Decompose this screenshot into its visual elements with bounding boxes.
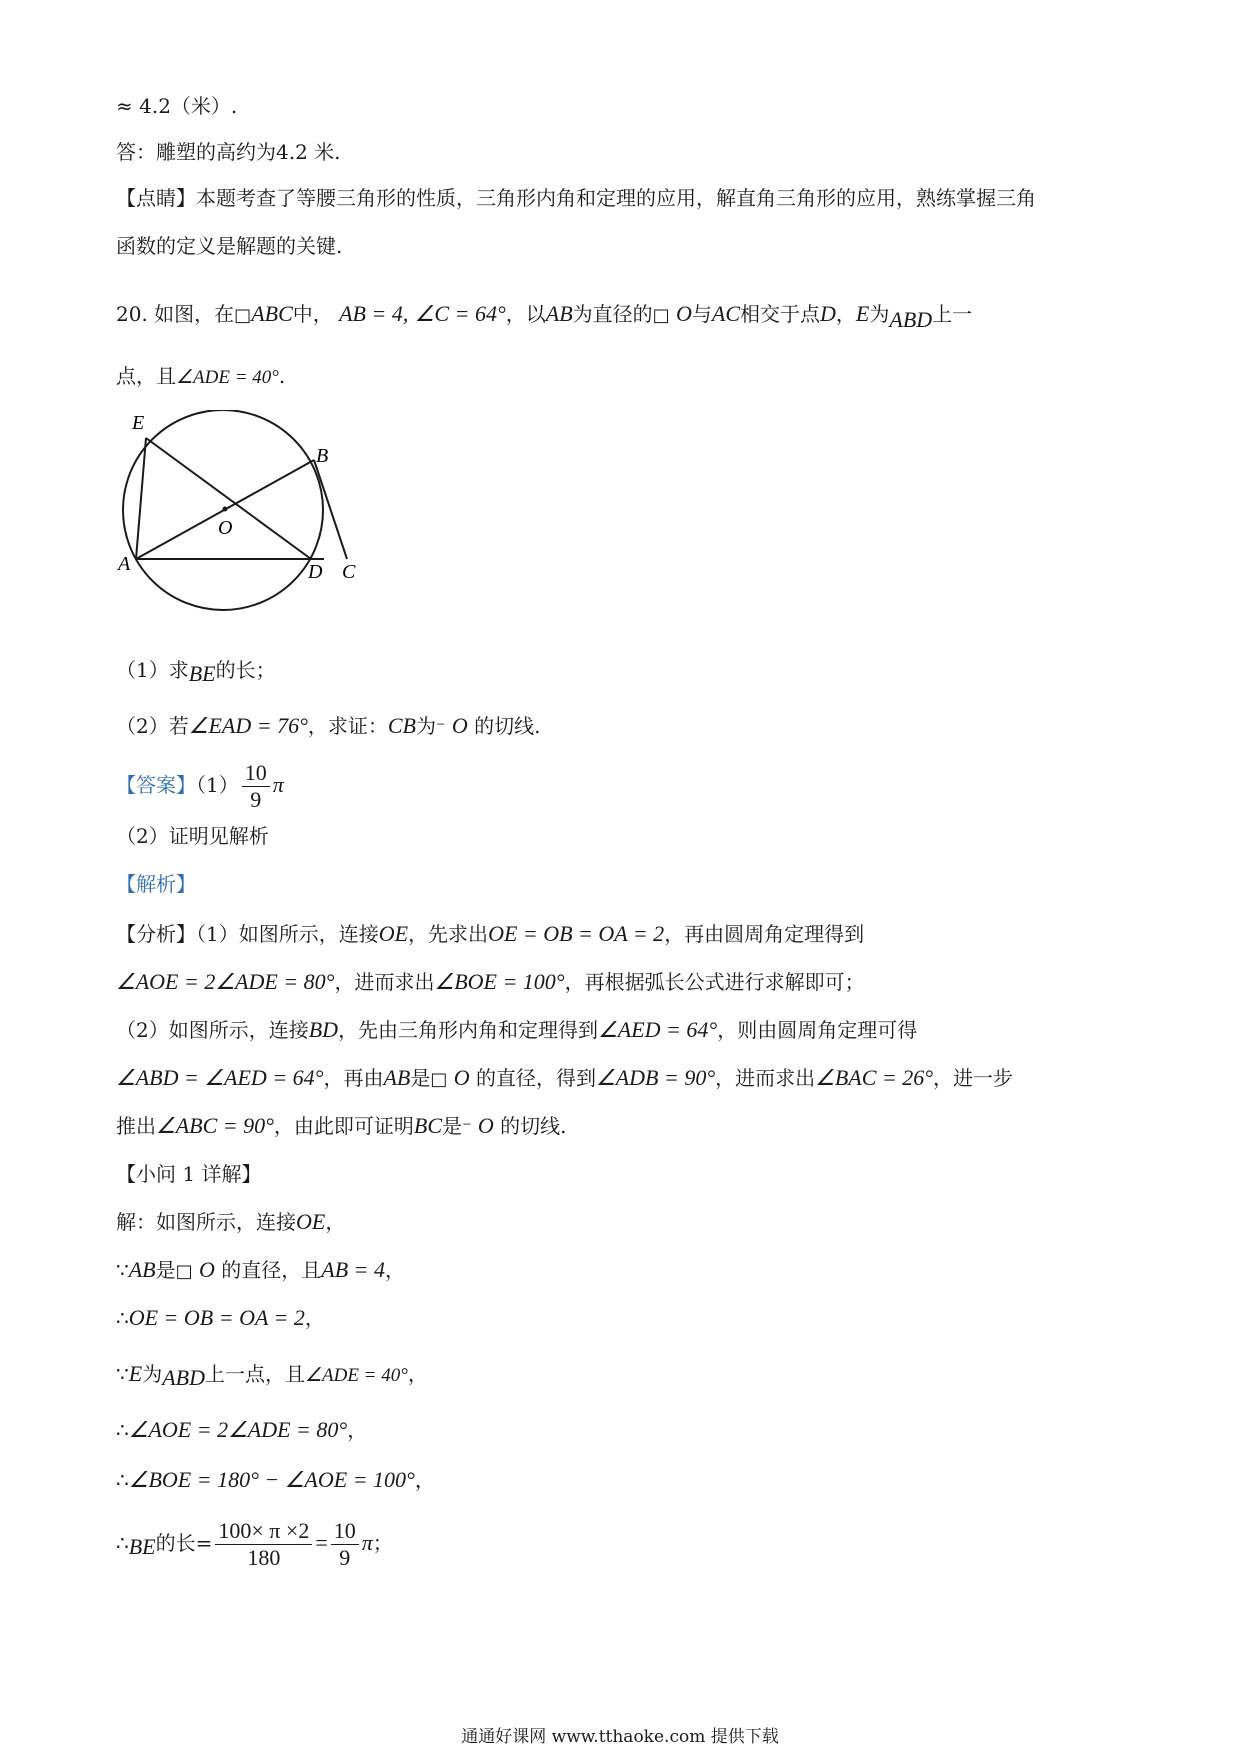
circle-symbol: □	[175, 1261, 193, 1282]
segment-ed-line	[146, 438, 311, 559]
circle-o: O	[199, 1257, 215, 1282]
analysis-line-2	[116, 968, 865, 996]
a-text: ，由此即可证明	[273, 1114, 414, 1138]
circle-o: O	[477, 1113, 494, 1138]
radius-equation: OE = OB = OA = 2	[488, 921, 665, 946]
center-point-o	[223, 507, 228, 512]
segment-ac: AC	[711, 301, 741, 326]
angle-abc-equation: ∠ABC = 90°	[156, 1113, 274, 1138]
pi-symbol: π	[272, 772, 284, 797]
circle-symbol: □	[430, 1069, 448, 1090]
angle-aoe-equation: ∠AOE = 2∠ADE = 80°	[116, 969, 335, 994]
angle-aed-equation: ∠AED = 64°	[598, 1017, 718, 1042]
stem-text: 相交于点	[740, 302, 821, 326]
stem-text: 点，且	[116, 364, 176, 388]
circle-symbol: ⁻	[436, 717, 446, 738]
detail-step-6	[116, 1466, 435, 1494]
d-text: 为	[142, 1362, 163, 1386]
point-e: E	[855, 301, 870, 326]
angle-boe-equation: ∠BOE = 180° − ∠AOE = 100°	[128, 1467, 415, 1492]
d-text: 解：如图所示，连接	[116, 1210, 296, 1234]
detail-step-7	[116, 1518, 393, 1571]
stem-text: 为直径的	[572, 302, 653, 326]
therefore-symbol: ∴	[116, 1468, 129, 1492]
fraction-numerator: 10	[242, 760, 270, 787]
stem-text: 如图，在	[154, 302, 235, 326]
because-symbol: ∵	[116, 1362, 129, 1386]
radius-equation: OE = OB = OA = 2	[128, 1305, 305, 1330]
stem-text: 为	[869, 302, 890, 326]
because-symbol: ∵	[116, 1258, 129, 1282]
circle-o: O	[676, 301, 692, 326]
therefore-symbol: ∴	[116, 1531, 129, 1555]
d-text: ，	[304, 1306, 325, 1330]
answer-line: 答：雕塑的高约为4.2 米.	[116, 140, 341, 164]
angle-ade-equation: ∠ADE = 40°	[176, 367, 279, 388]
detail-header: 【小问 1 详解】	[116, 1162, 262, 1186]
segment-ab: AB	[128, 1257, 156, 1282]
label-o: O	[218, 517, 233, 539]
point-d: D	[820, 301, 836, 326]
answer-text: （1）	[196, 773, 239, 797]
d-text: ，	[414, 1468, 435, 1492]
answer-part-1	[116, 760, 284, 813]
angle-adb-equation: ∠ADB = 90°	[595, 1065, 716, 1090]
a-text: ，则由圆周角定理可得	[717, 1018, 918, 1042]
d-text: 上一点，且	[204, 1362, 305, 1386]
fraction-10-9	[331, 1518, 359, 1571]
label-c: C	[342, 561, 356, 583]
angle-aoe-equation: ∠AOE = 2∠ADE = 80°	[128, 1417, 348, 1442]
circle-o: O	[451, 713, 468, 738]
d-text: ；	[372, 1531, 393, 1555]
therefore-symbol: ∴	[116, 1418, 129, 1442]
q-text: 的切线.	[474, 714, 541, 738]
a-text: ，再根据弧长公式进行求解即可；	[564, 970, 865, 994]
page-footer: 通通好课网 www.tthaoke.com 提供下载	[461, 1727, 779, 1747]
angle-abd-equation: ∠ABD = ∠AED = 64°	[116, 1065, 324, 1090]
label-b: B	[316, 445, 329, 467]
fraction-denominator: 9	[339, 1545, 351, 1570]
arc-length-fraction	[215, 1518, 312, 1571]
fraction-denominator: 180	[247, 1545, 281, 1570]
angle-c-equation: ∠C = 64°	[414, 301, 506, 326]
answer-part-2: （2）证明见解析	[116, 824, 269, 848]
fraction-numerator: 10	[331, 1518, 359, 1545]
segment-oe: OE	[296, 1209, 326, 1234]
a-text: ，先求出	[408, 922, 489, 946]
label-d: D	[308, 561, 323, 583]
angle-ead-equation: ∠EAD = 76°	[188, 713, 308, 738]
angle-ade-equation: ∠ADE = 40°	[304, 1365, 408, 1386]
segment-ae-line	[136, 438, 146, 559]
a-text: ，进而求出	[715, 1066, 816, 1090]
stem-text: ，	[835, 302, 856, 326]
d-text: ，	[384, 1258, 405, 1282]
q-text: （1）求	[116, 658, 189, 682]
arc-be: BE	[188, 661, 216, 686]
q-text: ，求证：	[307, 714, 388, 738]
segment-cb: CB	[387, 713, 416, 738]
segment-ab: AB	[383, 1065, 411, 1090]
q-text: 的长；	[215, 658, 276, 682]
d-text: 的直径，且	[221, 1258, 322, 1282]
detail-step-4	[116, 1360, 428, 1390]
triangle-abc: ABC	[251, 301, 293, 326]
answer-label: 【答案】	[116, 773, 196, 797]
d-text: ，	[407, 1362, 428, 1386]
detail-step-5	[116, 1416, 367, 1444]
therefore-symbol: ∴	[116, 1306, 129, 1330]
fraction-10-9	[242, 760, 270, 813]
question-2	[116, 712, 540, 742]
q-text: 为	[416, 714, 436, 738]
segment-oe: OE	[378, 921, 409, 946]
detail-step-1	[116, 1208, 345, 1236]
arc-abd: ABD	[162, 1365, 205, 1390]
question-1	[116, 656, 276, 684]
d-text: 是	[155, 1258, 176, 1282]
angle-boe-equation: ∠BOE = 100°	[434, 969, 565, 994]
d-text: ，	[325, 1210, 346, 1234]
segment-bd: BD	[308, 1017, 339, 1042]
a-text: 的直径，得到	[475, 1066, 596, 1090]
stem-text: 上一	[932, 302, 973, 326]
q-text: （2）若	[116, 714, 189, 738]
segment-ab: AB	[545, 301, 573, 326]
arc-be: BE	[128, 1534, 156, 1559]
angle-bac-equation: ∠BAC = 26°	[815, 1065, 934, 1090]
fraction-numerator: 100× π ×2	[215, 1518, 312, 1545]
dianjing-line-1: 【点睛】本题考查了等腰三角形的性质，三角形内角和定理的应用，解直角三角形的应用，熟练掌握三角	[116, 186, 1036, 210]
circle-symbol: □	[652, 305, 670, 326]
a-text: ，先由三角形内角和定理得到	[338, 1018, 599, 1042]
problem-stem-line-2	[116, 362, 285, 392]
analysis-line-3	[116, 1016, 917, 1044]
pi-symbol: π	[361, 1530, 373, 1555]
d-text: ，	[347, 1418, 368, 1442]
stem-text: 中，	[292, 302, 333, 326]
geometry-figure	[104, 410, 384, 620]
label-e: E	[132, 412, 145, 434]
detail-step-2	[116, 1256, 405, 1286]
a-text: ，进一步	[933, 1066, 1014, 1090]
arc-abd: ABD	[889, 307, 933, 332]
a-text: ，再由	[323, 1066, 384, 1090]
equals-sign: =	[315, 1530, 328, 1555]
a-text: ，进而求出	[334, 970, 435, 994]
a-text: 推出	[116, 1114, 156, 1138]
ab-equation: AB = 4	[321, 1257, 385, 1282]
segment-bc-line	[314, 460, 347, 559]
detail-step-3	[116, 1304, 325, 1332]
dianjing-line-2: 函数的定义是解题的关键.	[116, 234, 343, 258]
fraction-denominator: 9	[250, 787, 262, 812]
a-text: 的切线.	[500, 1114, 567, 1138]
ab-equation: AB = 4,	[339, 301, 409, 326]
segment-bc: BC	[413, 1113, 443, 1138]
problem-number: 20.	[116, 302, 148, 326]
stem-text: ，以	[505, 302, 546, 326]
a-text: 是	[442, 1114, 463, 1138]
stem-text: 与	[691, 302, 712, 326]
a-text: ，再由圆周角定理得到	[664, 922, 865, 946]
approx-line: ≈ 4.2（米）.	[116, 94, 238, 118]
stem-text: .	[278, 364, 286, 388]
a-text: 是	[410, 1066, 431, 1090]
analysis-line-1	[116, 920, 864, 948]
point-e: E	[128, 1361, 143, 1386]
label-a: A	[118, 553, 131, 575]
a-text: （2）如图所示，连接	[116, 1018, 309, 1042]
circle-symbol: ⁻	[462, 1117, 472, 1138]
d-text: 的长=	[155, 1531, 213, 1555]
analysis-line-5	[116, 1112, 567, 1142]
circle-o: O	[453, 1065, 470, 1090]
problem-stem-line-1	[116, 300, 972, 330]
analysis-line-4	[116, 1064, 1013, 1094]
jiexi-label: 【解析】	[116, 872, 196, 896]
triangle-symbol: □	[234, 305, 252, 326]
a-text: 【分析】（1）如图所示，连接	[116, 922, 379, 946]
